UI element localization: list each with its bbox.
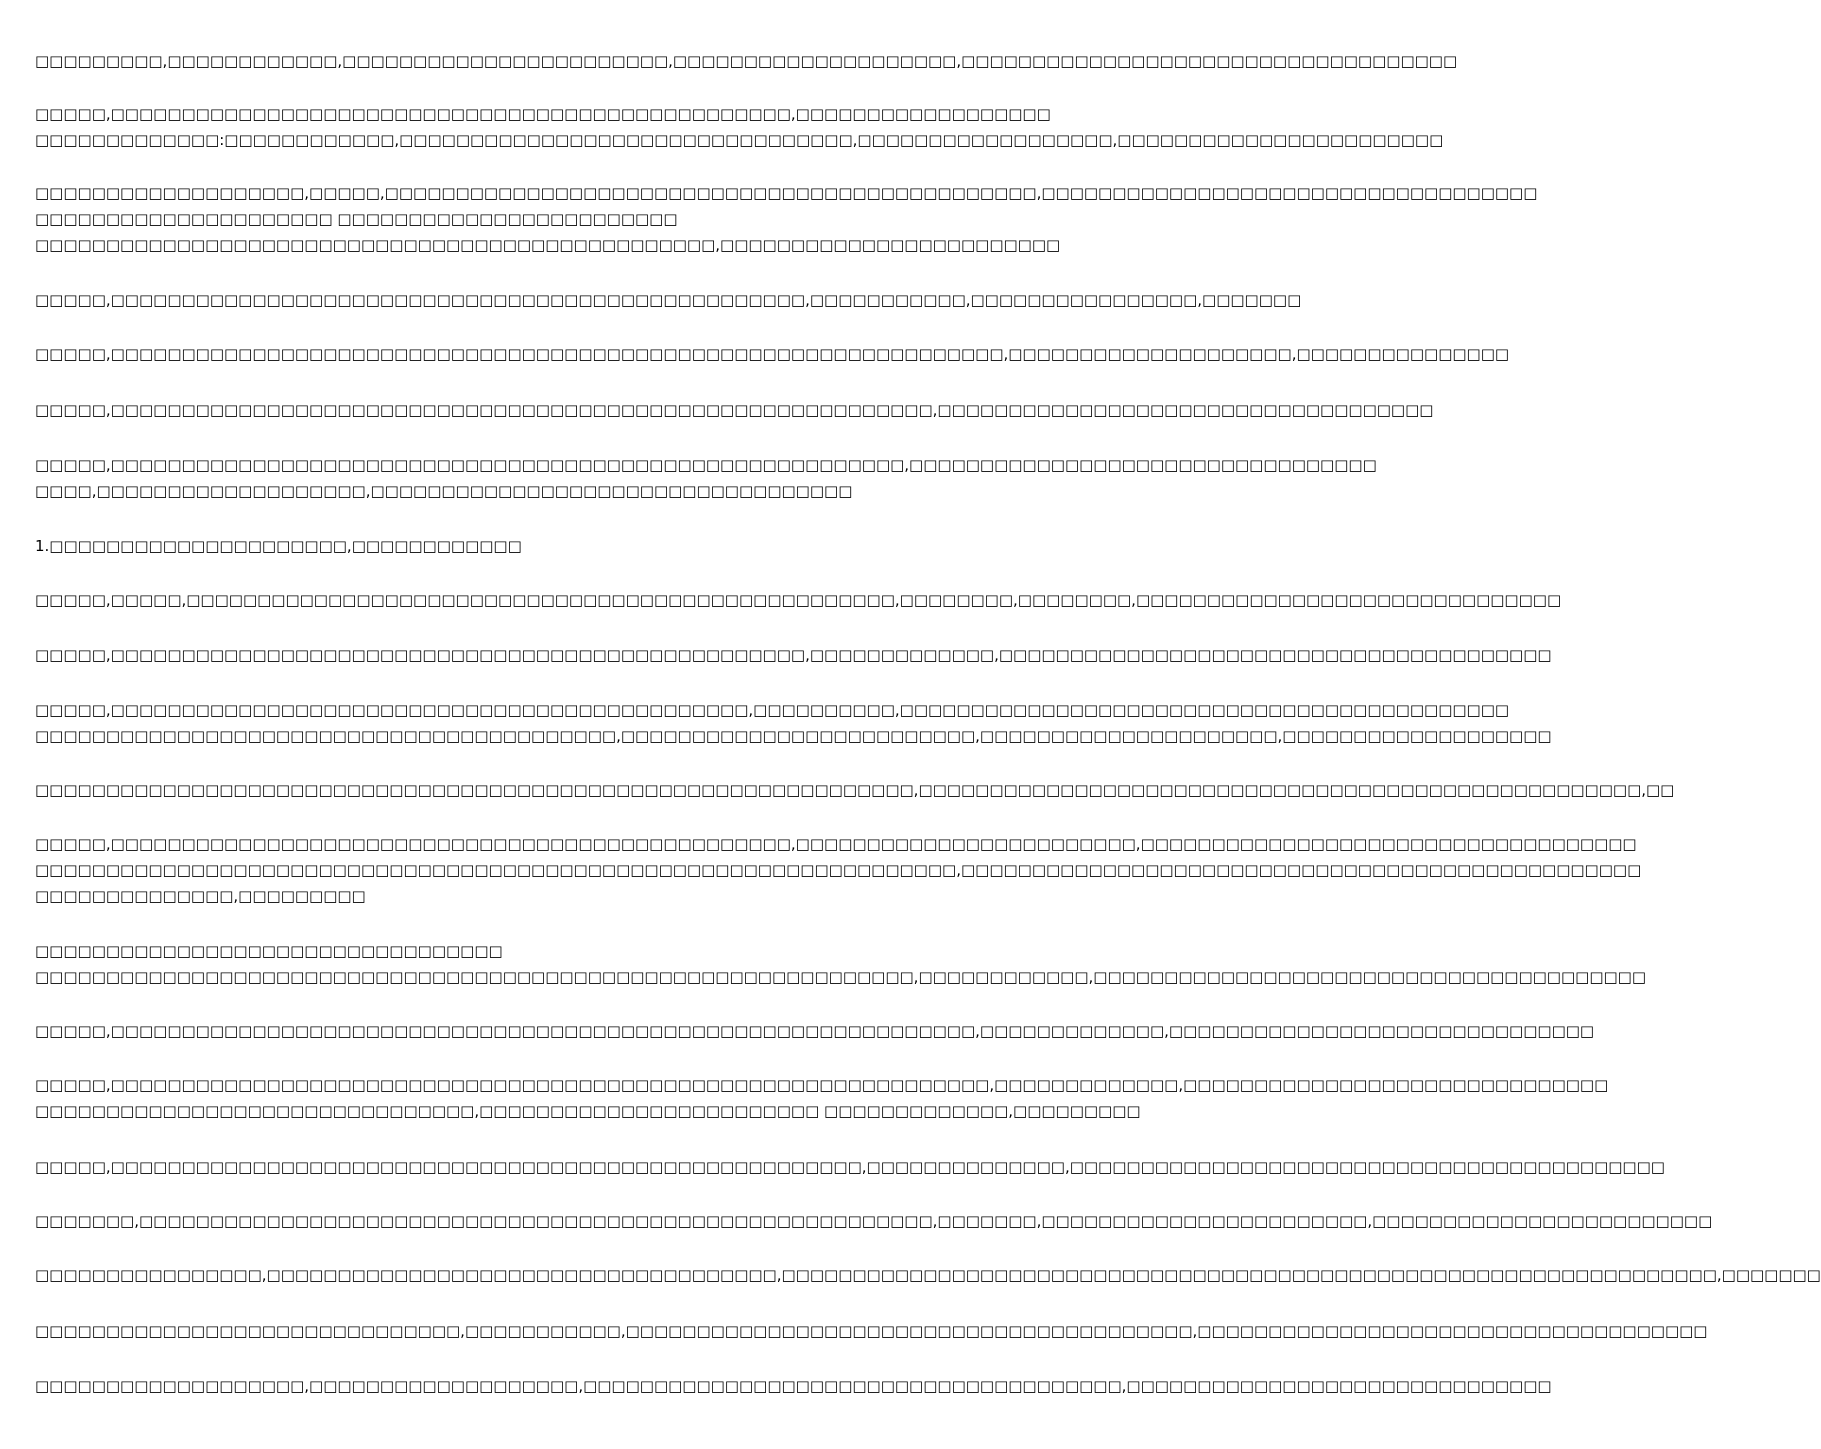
text-line: □□□□□□□□□□□□□□□□□□□□□□□□□□□□□□□□□□□□□□□□□,□□□□□□□□□□□□□□□□□□□□□□□□□,□□□□□□□□□□□□□□□□□□□□□,□□□□□□□□□□□□□□□□□□□ (35, 727, 1552, 745)
paragraph-14 (35, 1018, 1595, 1044)
text-line: □□□□□,□□□□□□□□□□□□□□□□□□□□□□□□□□□□□□□□□□□□□□□□□□□□□□□□,□□□□□□□□□□□□□□□□□□ (35, 105, 1051, 123)
text-line: □□□□□,□□□□□□□□□□□□□□□□□□□□□□□□□□□□□□□□□□□□□□□□□□□□□□□□□□□□□□□□,□□□□□□□□□□□□□□□□□□□□□□□□□□□□□□□□□ (35, 456, 1377, 474)
paragraph-7 (35, 452, 1377, 504)
paragraph-5 (35, 341, 1510, 367)
paragraph-3 (35, 180, 1538, 258)
text-line: □□□□□,□□□□□□□□□□□□□□□□□□□□□□□□□□□□□□□□□□□□□□□□□□□□□□□□□,□□□□□□□□□□□□□,□□□□□□□□□□□□□□□□□□□□□□□□□□□□□□□□□□□□□□□ (35, 646, 1552, 664)
text-line: □□□□□□□□□□□□□□□□□□□□□□□□□□□□□□□□□□□□□□□□□□□□□□□□□□□□□□□□□□□□□□,□□□□□□□□□□□□,□□□□□□□□□□□□□□□□□□□□□□□□□□□□□□□□□□□□□□□ (35, 968, 1647, 986)
text-line: □□□□□,□□□□□□□□□□□□□□□□□□□□□□□□□□□□□□□□□□□□□□□□□□□□□□□□,□□□□□□□□□□□□□□□□□□□□□□□□,□□□□□□□□□□□□□□□□□□□□□□□□□□□□□□□□□□□ (35, 835, 1637, 853)
text-line: □□□□□□□□□,□□□□□□□□□□□□,□□□□□□□□□□□□□□□□□□□□□□□,□□□□□□□□□□□□□□□□□□□□,□□□□□□□□□□□□□□□□□□□□□□□□□□□□□□□□□□□ (35, 52, 1458, 70)
text-line: □□□□□,□□□□□□□□□□□□□□□□□□□□□□□□□□□□□□□□□□□□□□□□□□□□□□□□□□□□□,□□□□□□□□□□□□□□,□□□□□□□□□□□□□□□□□□□□□□□□□□□□□□□□□□□□□□□□□□ (35, 1158, 1665, 1176)
paragraph-1 (35, 48, 1458, 74)
paragraph-20 (35, 1373, 1552, 1399)
paragraph-8 (35, 587, 1562, 613)
text-line: □□□□□□□□□□□□□□□□,□□□□□□□□□□□□□□□□□□□□□□□□□□□□□□□□□□□□,□□□□□□□□□□□□□□□□□□□□□□□□□□□□□□□□□□□□□□□□□□□□□□□□□□□□□□□□□□□□□□□□□□,□□□□□□□ (35, 1266, 1821, 1284)
text-line: □□□□□□□□□□□□□□,□□□□□□□□□ (35, 887, 366, 905)
paragraph-16 (35, 1154, 1665, 1180)
paragraph-10 (35, 697, 1552, 749)
text-line: □□□□□□□□□□□□□:□□□□□□□□□□□□,□□□□□□□□□□□□□□□□□□□□□□□□□□□□□□□□,□□□□□□□□□□□□□□□□□□,□□□□□□□□□□□□□□□□□□□□□□□ (35, 131, 1444, 149)
paragraph-18 (35, 1262, 1821, 1288)
paragraph-12 (35, 831, 1642, 909)
text-line: □□□□□,□□□□□,□□□□□□□□□□□□□□□□□□□□□□□□□□□□□□□□□□□□□□□□□□□□□□□□□□,□□□□□□□□,□□□□□□□□,□□□□□□□□□□□□□□□□□□□□□□□□□□□□□□ (35, 591, 1562, 609)
text-line: □□□□□□□□□□□□□□□□□□□□□□□□□□□□□□□□□ (35, 942, 503, 960)
text-line: □□□□□,□□□□□□□□□□□□□□□□□□□□□□□□□□□□□□□□□□□□□□□□□□□□□□□□□□□□□□□□□□□□□,□□□□□□□□□□□□□,□□□□□□□□□□□□□□□□□□□□□□□□□□□□□□ (35, 1022, 1595, 1040)
text-line: □□□□□,□□□□□□□□□□□□□□□□□□□□□□□□□□□□□□□□□□□□□□□□□□□□□□□□□□□□□□□□□□,□□□□□□□□□□□□□□□□□□□□□□□□□□□□□□□□□□□ (35, 401, 1434, 419)
text-line: □□□□□□□□□□□□□□□□□□□□□□□□□□□□□□,□□□□□□□□□□□,□□□□□□□□□□□□□□□□□□□□□□□□□□□□□□□□□□□□□□□□,□□□□□□□□□□□□□□□□□□□□□□□□□□□□□□□□□□□□ (35, 1322, 1708, 1340)
section-heading (35, 533, 990, 559)
paragraph-11 (35, 777, 1675, 803)
text-line: □□□□□,□□□□□□□□□□□□□□□□□□□□□□□□□□□□□□□□□□□□□□□□□□□□□□□□□□□□□□□□□□□□□□□,□□□□□□□□□□□□□□□□□□□□,□□□□□□□□□□□□□□□ (35, 345, 1510, 363)
paragraph-6 (35, 397, 1434, 423)
text-line: □□□□□,□□□□□□□□□□□□□□□□□□□□□□□□□□□□□□□□□□□□□□□□□□□□□□□□□,□□□□□□□□□□□,□□□□□□□□□□□□□□□□,□□□□□□□ (35, 291, 1302, 309)
text-line: □□□□,□□□□□□□□□□□□□□□□□□□,□□□□□□□□□□□□□□□□□□□□□□□□□□□□□□□□□□ (35, 482, 853, 500)
text-line: □□□□□□□□□□□□□□□□□□□,□□□□□□□□□□□□□□□□□□□,□□□□□□□□□□□□□□□□□□□□□□□□□□□□□□□□□□□□□□,□□□□□□□□□□□□□□□□□□□□□□□□□□□□□□ (35, 1377, 1552, 1395)
text-line: □□□□□□□□□□□□□□□□□□□□□□□□□□□□□□□□□□□□□□□□□□□□□□□□□□□□□□□□□□□□□□□□□,□□□□□□□□□□□□□□□□□□□□□□□□□□□□□□□□□□□□□□□□□□□□□□□□ (35, 861, 1642, 879)
paragraph-9 (35, 642, 1552, 668)
text-line: □□□□□□□□□□□□□□□□□□□□□□□□□□□□□□□□□□□□□□□□□□□□□□□□□□□□□□□□□□□□□□,□□□□□□□□□□□□□□□□□□□□□□□□□□□□□□□□□□□□□□□□□□□□□□□□□□□,□□ (35, 781, 1675, 799)
text-line: □□□□□□□□□□□□□□□□□□□□□□□□□□□□□□□,□□□□□□□□□□□□□□□□□□□□□□□□ □□□□□□□□□□□□□,□□□□□□□□□ (35, 1102, 1141, 1120)
paragraph-17 (35, 1208, 1713, 1234)
text-line: □□□□□,□□□□□□□□□□□□□□□□□□□□□□□□□□□□□□□□□□□□□□□□□□□□□,□□□□□□□□□□,□□□□□□□□□□□□□□□□□□□□□□□□□□□□□□□□□□□□□□□□□□□ (35, 701, 1510, 719)
paragraph-2 (35, 101, 1444, 153)
paragraph-19 (35, 1318, 1708, 1344)
text-line: 1.□□□□□□□□□□□□□□□□□□□□□,□□□□□□□□□□□□ (35, 537, 522, 555)
paragraph-4 (35, 287, 1302, 313)
text-line: □□□□□□□□□□□□□□□□□□□,□□□□□,□□□□□□□□□□□□□□□□□□□□□□□□□□□□□□□□□□□□□□□□□□□□□□,□□□□□□□□□□□□□□□□□□□□□□□□□□□□□□□□□□□ (35, 184, 1538, 202)
text-line: □□□□□,□□□□□□□□□□□□□□□□□□□□□□□□□□□□□□□□□□□□□□□□□□□□□□□□□□□□□□□□□□□□□□,□□□□□□□□□□□□□,□□□□□□□□□□□□□□□□□□□□□□□□□□□□□□ (35, 1076, 1609, 1094)
paragraph-13 (35, 938, 1647, 990)
text-line: □□□□□□□□□□□□□□□□□□□□□ □□□□□□□□□□□□□□□□□□□□□□□□ (35, 210, 678, 228)
paragraph-15 (35, 1072, 1609, 1124)
text-line: □□□□□□□□□□□□□□□□□□□□□□□□□□□□□□□□□□□□□□□□□□□□□□□□,□□□□□□□□□□□□□□□□□□□□□□□□ (35, 236, 1061, 254)
text-line: □□□□□□□,□□□□□□□□□□□□□□□□□□□□□□□□□□□□□□□□□□□□□□□□□□□□□□□□□□□□□□□□,□□□□□□□,□□□□□□□□□□□□□□□□□□□□□□□,□□□□□□□□□□□□□□□□□□□□□□□□ (35, 1212, 1713, 1230)
